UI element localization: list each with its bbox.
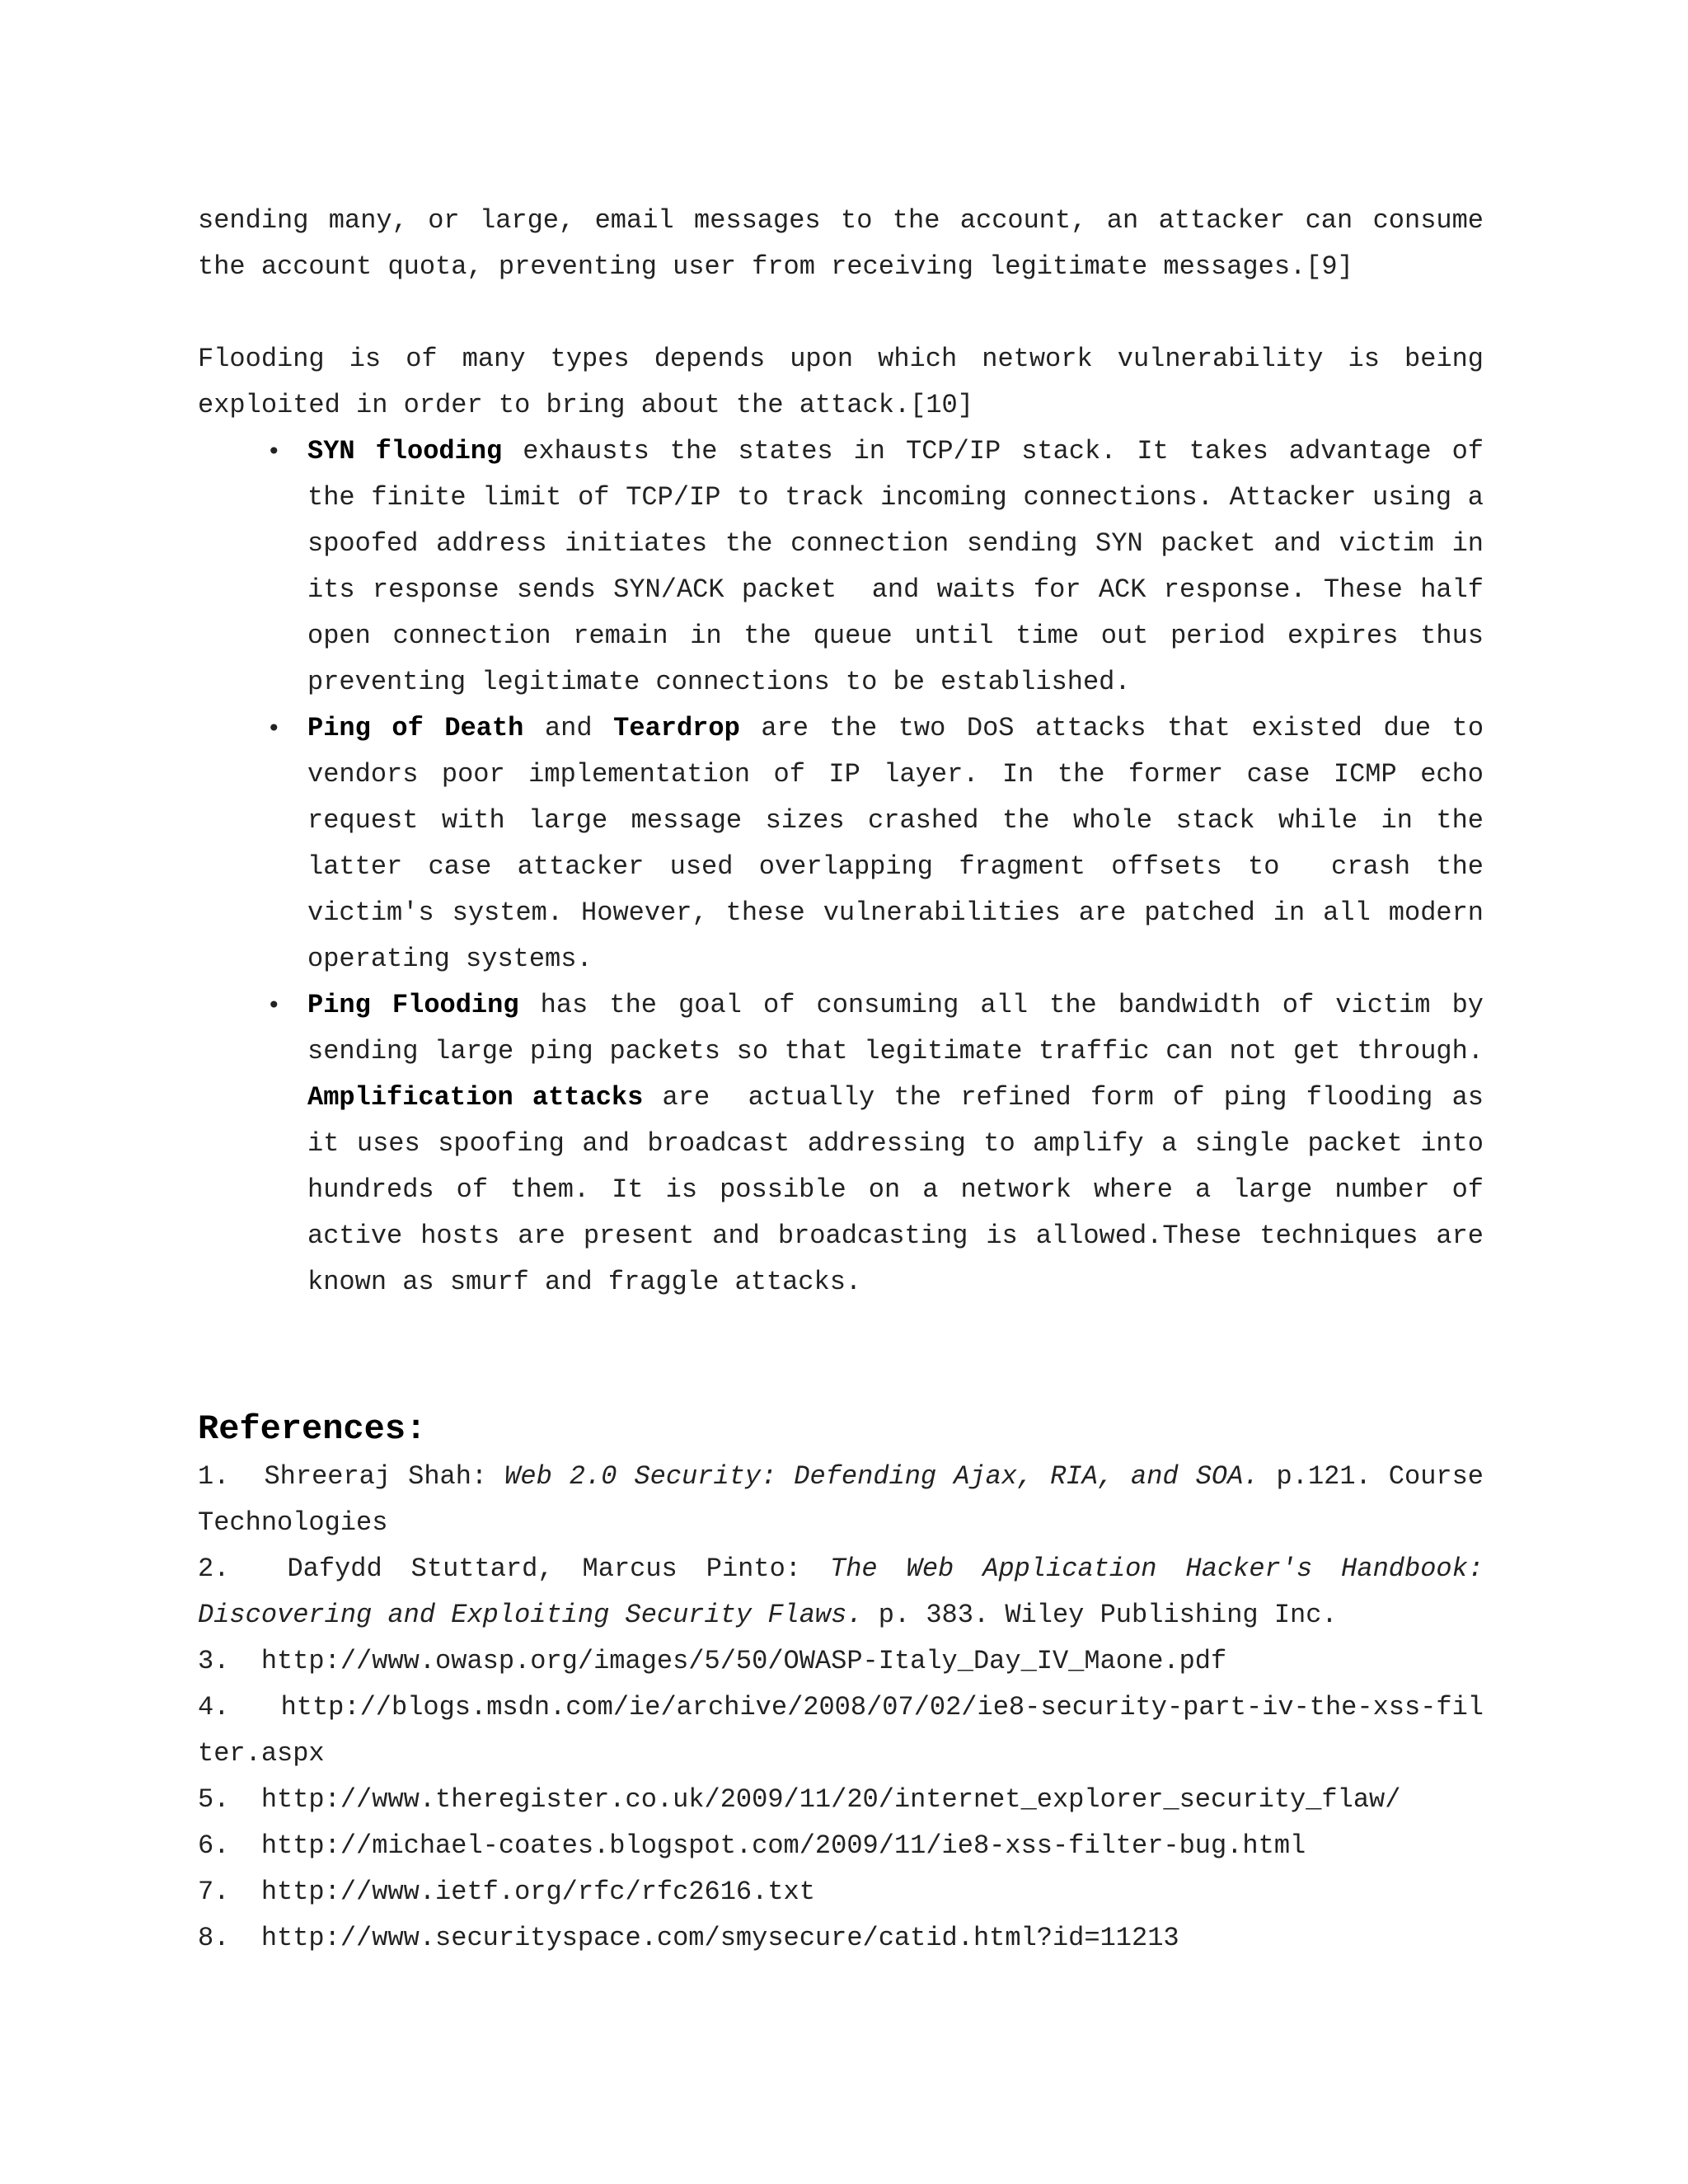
term-bold: Amplification attacks (307, 1082, 644, 1113)
reference-number: 4. (198, 1692, 230, 1722)
reference-number: 5. (198, 1784, 230, 1815)
bullet-icon: • (267, 438, 281, 465)
reference-url: http://www.theregister.co.uk/2009/11/20/internet_explorer_security_flaw/ (229, 1784, 1401, 1815)
term-bold: SYN flooding (307, 436, 503, 466)
document-page (198, 198, 1500, 1961)
term-description: are the two DoS attacks that existed due to vendors poor implementation of IP layer. In the former case ICMP echo request with large message sizes crashed the whole stack while in the latter case attacker used overlapping fragment offsets to crash the victim's system. However, these vulnerabilities are patched in all modern operating systems. (307, 713, 1500, 974)
list-item-text (307, 982, 1500, 1305)
bullet-icon: • (267, 715, 281, 742)
list-item-text (307, 429, 1500, 705)
reference-details: p.121. Course Technologies (198, 1461, 1500, 1538)
term-description: exhausts the states in TCP/IP stack. It takes advantage of the finite limit of TCP/IP to track incoming connections. Attacker using a spoofed address initiates the connection sending SYN packet and victim in its response sends SYN/ACK packet and waits for ACK response. These half open connection remain in the queue until time out period expires thus preventing legitimate connections to be established. (307, 436, 1500, 697)
list-item-text (307, 705, 1500, 982)
reference-url: http://blogs.msdn.com/ie/archive/2008/07/02/ie8-security-part-iv-the-xss-filter.aspx (198, 1692, 1484, 1769)
reference-number: 2. (198, 1554, 230, 1584)
reference-url: http://www.owasp.org/images/5/50/OWASP-Italy_Day_IV_Maone.pdf (229, 1646, 1227, 1676)
paragraph-gap (198, 290, 1484, 336)
reference-item-3 (198, 1638, 1484, 1685)
reference-details: p. 383. Wiley Publishing Inc. (862, 1600, 1338, 1630)
term-bold: Teardrop (613, 713, 740, 743)
bullet-icon: • (267, 991, 281, 1019)
reference-title: The Web Application Hacker's Handbook: Discovering and Exploiting Security Flaws. (198, 1554, 1500, 1630)
intro-paragraph-1: sending many, or large, email messages to the account, an attacker can consume the account quota, preventing user from receiving legitimate messages.[9] (198, 205, 1500, 282)
reference-item-8 (198, 1915, 1484, 1961)
reference-authors: Dafydd Stuttard, Marcus Pinto: (229, 1554, 831, 1584)
term-description: has the goal of consuming all the bandwidth of victim by sending large ping packets so that legitimate traffic can not get through. (307, 990, 1500, 1066)
reference-number: 7. (198, 1877, 230, 1907)
reference-item-1 (198, 1454, 1500, 1546)
term-connector: and (523, 713, 614, 743)
reference-number: 6. (198, 1830, 230, 1861)
list-item-ping-of-death (198, 705, 1500, 982)
reference-url: http://www.ietf.org/rfc/rfc2616.txt (229, 1877, 815, 1907)
reference-item-4 (198, 1685, 1484, 1777)
section-gap (198, 1305, 1484, 1404)
reference-authors: Shreeraj Shah: (229, 1461, 505, 1492)
reference-url: http://michael-coates.blogspot.com/2009/11/ie8-xss-filter-bug.html (229, 1830, 1306, 1861)
reference-item-7 (198, 1869, 1484, 1915)
flooding-types-list (198, 429, 1500, 1305)
term-bold: Ping of Death (307, 713, 524, 743)
intro-paragraph-2: Flooding is of many types depends upon which network vulnerability is being exploited in order to bring about the attack.[10] (198, 344, 1500, 420)
reference-title: Web 2.0 Security: Defending Ajax, RIA, and SOA. (504, 1461, 1259, 1492)
reference-url: http://www.securityspace.com/smysecure/catid.html?id=11213 (229, 1923, 1179, 1953)
reference-number: 1. (198, 1461, 230, 1492)
term-description: are actually the refined form of ping flooding as it uses spoofing and broadcast addressing to amplify a single packet into hundreds of them. It is possible on a network where a large number of active hosts are present and broadcasting is allowed.These techniques are known as smurf and fraggle attacks. (307, 1082, 1500, 1297)
reference-number: 8. (198, 1923, 230, 1953)
list-item-ping-flooding (198, 982, 1500, 1305)
reference-item-2 (198, 1546, 1500, 1638)
reference-item-6 (198, 1823, 1484, 1869)
reference-item-5 (198, 1777, 1484, 1823)
reference-number: 3. (198, 1646, 230, 1676)
references-heading: References: (198, 1409, 427, 1449)
references-list (198, 1454, 1500, 1961)
list-item-syn-flooding (198, 429, 1500, 705)
term-bold: Ping Flooding (307, 990, 519, 1020)
